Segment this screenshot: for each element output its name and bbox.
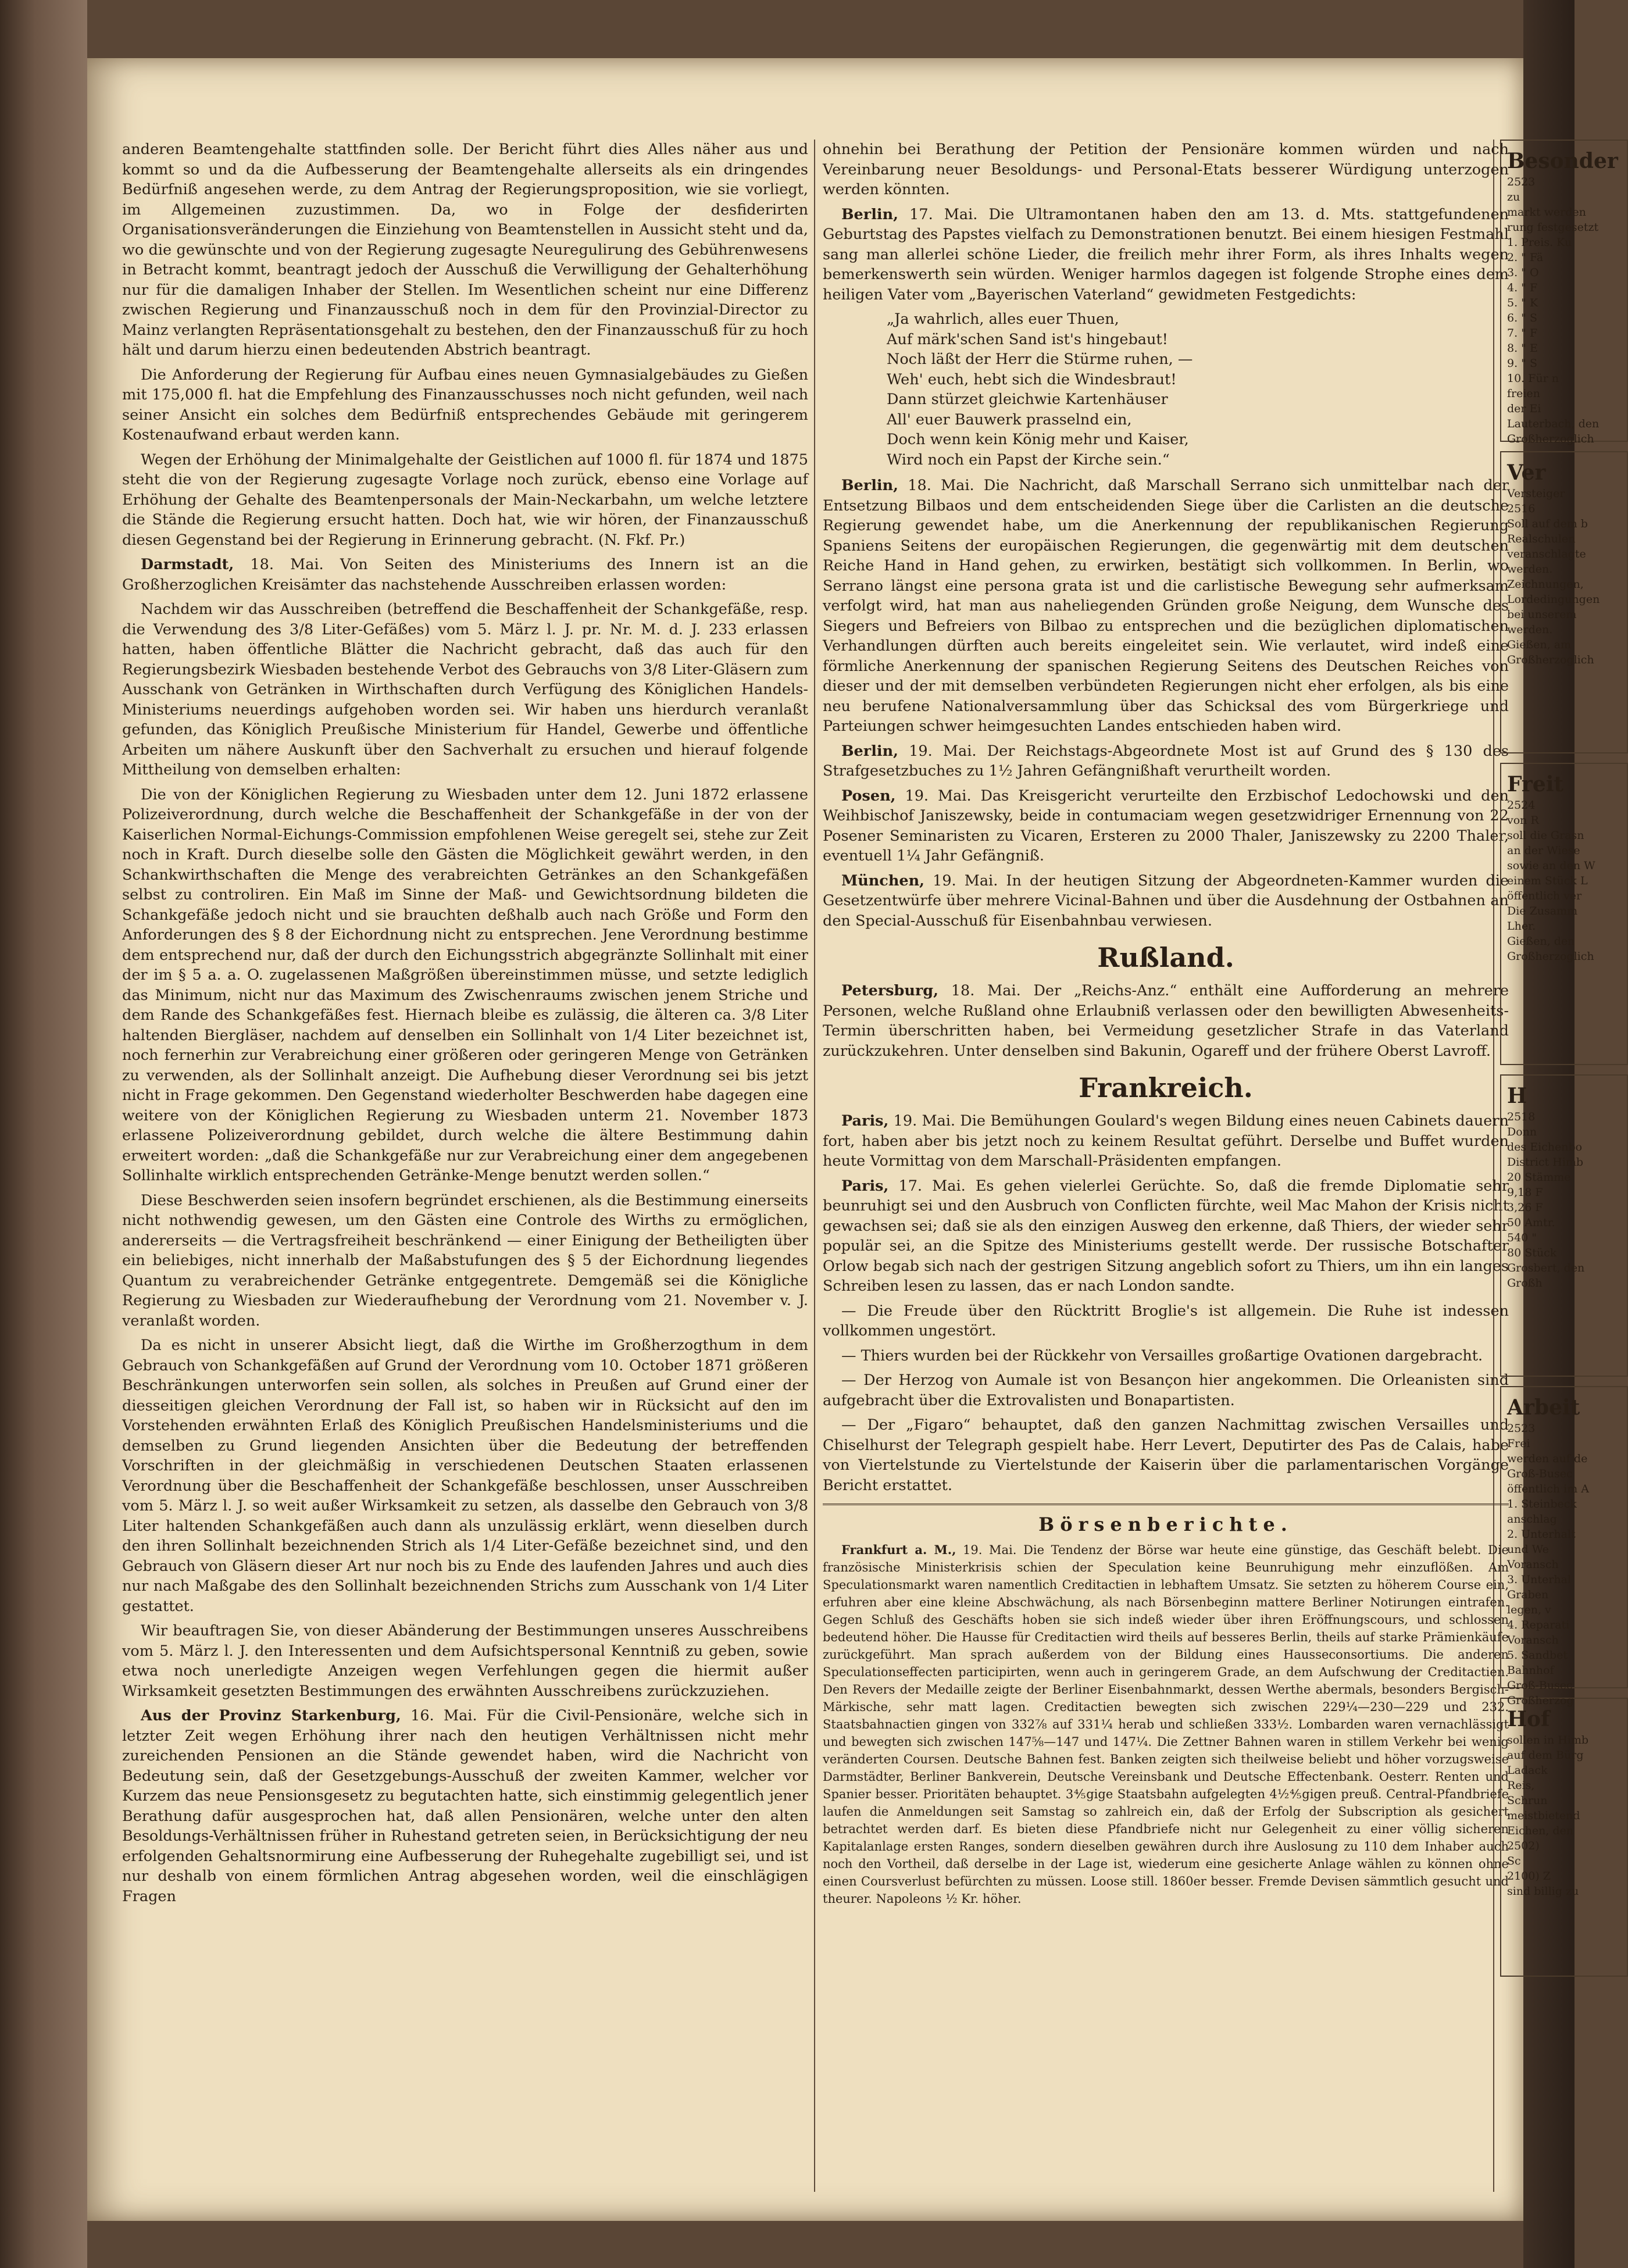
ad-line: Großherzog	[1507, 1694, 1574, 1707]
ad-title: Hof	[1507, 1707, 1550, 1731]
ad-line: sollen in Himb	[1507, 1734, 1589, 1746]
ad-line: 2523	[1507, 1422, 1536, 1435]
dateline: Paris,	[841, 1112, 889, 1130]
news-item-starkenburg	[122, 1706, 808, 1906]
ad-title: Besonder	[1507, 149, 1618, 173]
ad-line: anschlag	[1507, 1513, 1557, 1526]
advertisement	[1500, 451, 1628, 753]
section-heading-france: Frankreich.	[1079, 1072, 1253, 1103]
ad-line: öffentlich ver	[1507, 890, 1582, 902]
ad-line: zu	[1507, 191, 1520, 203]
poem-line: Auf märk'schen Sand ist's hingebaut!	[887, 330, 1168, 348]
ad-line: 9. " S	[1507, 357, 1537, 370]
ad-line: Großh	[1507, 1277, 1543, 1290]
ad-line: Voransch	[1507, 1634, 1559, 1646]
ad-line: rung festgesetzt	[1507, 221, 1599, 234]
paragraph: — Der Herzog von Aumale ist von Besançon hier angekommen. Die Orleanisten sind aufgebracht über die Extrovalisten und Bonapartisten.	[823, 1371, 1509, 1409]
ad-line: 50 Amtr.	[1507, 1216, 1555, 1229]
ad-line: 5. Sandbet	[1507, 1649, 1568, 1662]
ad-line: 2516	[1507, 502, 1536, 515]
ad-line: 1. Steinbeck	[1507, 1498, 1577, 1510]
ad-line: sind billig zu	[1507, 1885, 1579, 1898]
news-text: 17. Mai. Die Ultramontanen haben den am 13. d. Mts. stattgefundenen Geburtstag des Papstes vielfach zu Demonstrationen benutzt. Bei einem hiesigen Festmahl sang man allerlei schöne Lieder, die freilich mehr ihrer Form, als ihres Inhalts wegen bemerkenswerth sein würden. Weniger harmlos dagegen ist folgende Strophe eines dem heiligen Vater vom „Bayerischen Vaterland“ gewidmeten Festgedichts:	[823, 205, 1509, 303]
news-item-petersburg	[823, 981, 1509, 1061]
news-text: 19. Mai. Die Tendenz der Börse war heute eine günstige, das Geschäft belebt. Die französische Ministerkrisis schien der Speculation keine Beunruhigung mehr einzuflößen. Am Speculationsmarkt waren namentlich Creditactien in lebhaftem Umsatz. Sie setzten zu höherem Course ein, erfuhren aber eine kleine Abschwächung, als nach Börsenbeginn mattere Berliner Notirungen eintrafen. Gegen Schluß des Geschäfts hoben sie sich indeß wieder über ihren Eröffnungscours, und schlossen bedeutend höher. Die Hausse für Creditactien wird theils auf besseres Berlin, theils auf starke Prämienkäufe zurückgeführt. Man sprach außerdem von der Bildung eines Hausseconsortiums. Die anderen Speculationseffecten participirten, wenn auch in geringerem Grade, an dem Aufschwung der Creditactien. Den Revers der Medaille zeigte der Berliner Eisenbahnmarkt, dessen Werthe abermals, besonders Bergisch-Märkische, sehr matt lagen. Creditactien bewegten sich zwischen 229¼—230—229 und 232. Staatsbahnactien gingen von 332⅞ auf 331¼ herab und schließen 333½. Lombarden waren vernachlässigt und bewegten sich zwischen 147⅝—147 und 147¼. Die Zettner Bahnen waren in stillem Verkehr bei wenig veränderten Coursen. Deutsche Bahnen fest. Banken zeigten sich theilweise beliebt und höher vorzugsweise Darmstädter, Berliner Bankverein, Deutsche Vereinsbank und Deutsche Effectenbank. Oesterr. Renten und Spanier besser. Prioritäten behauptet. 3⅘gige Staatsbahn aufgelegten 4½⅘gigen preuß. Central-Pfandbriefe laufen die Anmeldungen seit Samstag so zahlreich ein, daß der Erfolg der Subscription als gesichert betrachtet werden darf. Es bieten diese Pfandbriefe nicht nur Gelegenheit zu einer völlig sicheren Kapitalanlage ersten Ranges, sondern dieselben gewähren durch ihre Auslosung zu 110 dem Inhaber auch noch den Vortheil, daß derselbe in der Lage ist, wiederum eine gesicherte Anlage wählen zu können ohne einen Coursverlust befürchten zu müssen. Loose still. 1860er besser. Fremde Devisen sämmtlich gesucht und theurer. Napoleons ½ Kr. höher.	[823, 1543, 1509, 1906]
paragraph: Da es nicht in unserer Absicht liegt, daß die Wirthe im Großherzogthum in dem Gebrauch von Schankgefäßen auf Grund der Verordnung vom 10. October 1871 größeren Beschränkungen unterworfen sein sollen, als solches in Preußen auf Grund einer der diesseitigen gleichen Verordnung der Fall ist, so haben wir in Rücksicht auf den im Vorstehenden erwähnten Erlaß des Königlich Preußischen Handelsministeriums und die demselben zu Grund liegenden Ansichten über die Bedeutung der betreffenden Vorschriften in der gleichmäßig in verschiedenen Deutschen Staaten erlassenen Verordnung über die Beschaffenheit der Schankgefäße beschlossen, unser Ausschreiben vom 5. März l. J. so weit außer Wirksamkeit zu setzen, als dasselbe den Gebrauch von 3/8 Liter haltenden Schankgefäßen auch dann als unzulässig erklärt, wenn dieselben durch den ihren Sollinhalt bezeichnenden Strich als 1/4 Liter-Gefäße bezeichnet sind, und den Gebrauch von Gläsern dieser Art nur noch bis zu Ende des laufenden Jahres und auch dies nur nach Maßgabe des den Sollinhalt bezeichnenden Strichs zum Ausschank von 1/4 Liter gestattet.	[122, 1337, 808, 1615]
news-text: 18. Mai. Die Nachricht, daß Marschall Serrano sich unmittelbar nach der Entsetzung Bilbaos und dem entscheidenden Siege über die Carlisten an die deutsche Regierung gewendet habe, um die Anerkennung der republikanischen Regierung Spaniens Seitens der europäischen Regierungen, die gegenwärtig mit dem deutschen Reiche Hand in Hand gehen, zu erwirken, bestätigt sich vollkommen. In Berlin, wo Serrano längst eine persona grata ist und die carlistische Bewegung sehr aufmerksam verfolgt wird, hat man aus naheliegenden Gründen große Neigung, dem Wunsche des Siegers und Befreiers von Bilbao zu entsprechen und die bezüglichen diplomatischen Verhandlungen dürften auch bereits eingeleitet sein. Wie verlautet, wird indeß eine förmliche Anerkennung der spanischen Regierung Seitens des Deutschen Reiches von dieser und der mit demselben verbündeten Regierungen nicht eher erfolgen, als bis eine neu berufene Nationalversammlung über das Schicksal des vom Bürgerkriege und Parteiungen schwer heimgesuchten Landes entschieden haben wird.	[823, 477, 1509, 735]
ad-line: Graben	[1507, 1588, 1549, 1601]
ad-line: veranschlagte	[1507, 548, 1586, 560]
section-divider	[823, 1503, 1509, 1505]
section-heading-russia: Rußland.	[1097, 942, 1234, 973]
book-binding-edge	[0, 0, 87, 2268]
ad-line: Lher.	[1507, 920, 1536, 933]
news-text: 19. Mai. Das Kreisgericht verurteilte den Erzbischof Ledochowski und den Weihbischof Janiszewsky, beide in contumaciam wegen gesetzwidriger Ernennung von 22 Posener Seminaristen zu Vicaren, Ersteren zu 2000 Thaler, Janiszewsky zu 2200 Thaler, eventuell 1¼ Jahr Gefängniß.	[823, 787, 1509, 865]
section-heading-stock-reports: Börsenberichte.	[1038, 1513, 1293, 1535]
news-item-paris	[823, 1111, 1509, 1171]
ad-line: 6. " S	[1507, 312, 1537, 324]
ad-line: 2. " Fä	[1507, 251, 1544, 264]
advertisement	[1500, 1386, 1628, 1707]
ad-line: Die Zusamm	[1507, 905, 1578, 917]
ad-line: sowie an den W	[1507, 859, 1595, 872]
news-item-posen	[823, 786, 1509, 866]
paragraph: Wegen der Erhöhung der Minimalgehalte der Geistlichen auf 1000 fl. für 1874 und 1875 steht die von der Regierung zugesagte Vorlage noch zurück, ebenso eine Vorlage auf Erhöhung der Gehalte des Beamtenpersonals der Main-Neckarbahn, um welche letztere die Stände die Regierung ersucht hatten. Doch hat, wie wir hören, der Finanzausschuß diesen Gegenstand bei der Regierung in Erinnerung gebracht. (N. Fkf. Pr.)	[122, 451, 808, 549]
ad-line: 7. " F	[1507, 327, 1538, 340]
dateline: München,	[841, 872, 925, 890]
ad-line: Groß-Busec	[1507, 1467, 1573, 1480]
ad-line: legen, v	[1507, 1603, 1551, 1616]
ad-line: Gießen, den	[1507, 935, 1575, 948]
ad-line: 2. Unterhalt	[1507, 1528, 1576, 1541]
paragraph: Nachdem wir das Ausschreiben (betreffend die Beschaffenheit der Schankgefäße, resp. die Verwendung des 3/8 Liter-Gefäßes) vom 5. März l. J. pr. Nr. M. d. J. 233 erlassen hatten, haben öffentliche Blätter die Nachricht gebracht, daß das auch für den Regierungsbezirk Wiesbaden bestehende Verbot des Gebrauchs von 3/8 Liter-Gläsern zum Ausschank von Getränken in Wirthschaften durch Verfügung des Königlichen Handels-Ministeriums neuerdings aufgehoben worden sei. Wir haben uns hierdurch veranlaßt gefunden, das Königlich Preußische Ministerium für Handel, Gewerbe und öffentliche Arbeiten um nähere Auskunft über den Sachverhalt zu ersuchen und hierauf folgende Mittheilung von demselben erhalten:	[122, 601, 808, 778]
news-text: 19. Mai. Die Bemühungen Goulard's wegen Bildung eines neuen Cabinets dauern fort, haben aber bis jetzt noch zu keinem Resultat geführt. Derselbe und Buffet wurden heute Vormittag von dem Marschall-Präsidenten empfangen.	[823, 1112, 1509, 1170]
paragraph: Die von der Königlichen Regierung zu Wiesbaden unter dem 12. Juni 1872 erlassene Polizeiverordnung, durch welche die Beschaffenheit der Schankgefäße in der von der Kaiserlichen Normal-Eichungs-Commission empfohlenen Weise geregelt sei, stehe zur Zeit noch in Kraft. Durch dieselbe solle den Gästen die Möglichkeit gewährt werden, in den Schankwirthschaften die Menge des verabreichten Getränkes an den Schankgefäßen selbst zu controliren. Ein Maß im Sinne der Maß- und Gewichtsordnung bildeten die Schankgefäße jedoch nicht und sie brauchten deßhalb auch nach Größe und Form den Anforderungen des § 8 der Eichordnung nicht zu entsprechen. Jene Verordnung bestimme dem entsprechend nur, daß der durch den Eichungsstrich abgegränzte Sollinhalt mit einer der im § 5 a. a. O. zugelassenen Maßgrößen übereinstimmen müsse, und setzte lediglich das Minimum, nicht nur das Maximum des Zwischenraums zwischen jenem Striche und dem Rande des Schankgefäßes fest. Hiernach bleibe es zulässig, die älteren ca. 3/8 Liter haltenden Biergläser, nachdem auf denselben ein Sollinhalt von 1/4 Liter bezeichnet ist, noch fernerhin zur Verabreichung einer größeren oder geringeren Menge von Getränken zu verwenden, als der Sollinhalt anzeigt. Die Aufhebung dieser Verordnung sei bis jetzt nicht in Frage gekommen. Den Gegenstand wiederholter Beschwerden habe dagegen eine weitere von der Königlichen Regierung zu Wiesbaden unterm 21. November 1873 erlassene Polizeiverordnung gebildet, durch welche die ältere Bestimmung dahin erweitert worden: „daß die Schankgefäße nur zur Verabreichung einer dem angegebenen Sollinhalte wirklich entsprechenden Getränke-Menge benutzt werden sollen.“	[122, 785, 808, 1184]
ad-line: Lauterbach, den	[1507, 417, 1600, 430]
ad-line: 2502)	[1507, 1840, 1540, 1852]
ad-title: Freit	[1507, 772, 1564, 797]
left-column	[122, 140, 808, 2192]
advertisement	[1500, 1698, 1628, 1977]
ad-line: soll die Grasn	[1507, 829, 1584, 842]
ad-title: Ver	[1507, 460, 1546, 485]
ad-line: 2523	[1507, 176, 1536, 188]
stock-report	[823, 1541, 1509, 1908]
ad-line: Eichen, den	[1507, 1824, 1574, 1837]
advertisement	[1500, 140, 1628, 445]
ad-line: werden auf de	[1507, 1452, 1588, 1465]
middle-column	[823, 140, 1509, 2192]
ad-line: der Ei	[1507, 402, 1541, 415]
ad-line: 4. " F	[1507, 281, 1538, 294]
dateline: Berlin,	[841, 477, 899, 494]
ad-line: 20 Stämme	[1507, 1171, 1571, 1184]
ad-line: Großherzoglich	[1507, 433, 1594, 445]
paragraph: — Der „Figaro“ behauptet, daß den ganzen Nachmittag zwischen Versailles und Chiselhurst der Telegraph gespielt habe. Herr Levert, Deputirter des Pas de Calais, habe von Viertelstunde zu Viertelstunde der Kaiserin über die parlamentarischen Vorgänge Bericht erstattet.	[823, 1416, 1509, 1494]
ad-line: 2524	[1507, 799, 1536, 812]
paragraph: — Thiers wurden bei der Rückkehr von Versailles großartige Ovationen dargebracht.	[841, 1346, 1483, 1365]
ad-line: Groß-Busec	[1507, 1679, 1573, 1692]
ad-line: freien	[1507, 387, 1540, 400]
ad-line: Lordedingungen	[1507, 593, 1600, 606]
advertisement	[1500, 1074, 1628, 1377]
news-item-frankfurt	[823, 1541, 1509, 1908]
paragraph: Diese Beschwerden seien insofern begründet erschienen, als die Bestimmung einerseits nicht nothwendig gewesen, um den Gästen eine Controle des Wirths zu ermöglichen, andererseits — die Vertragsfreiheit beschränkend — einer Einigung der Betheiligten über ein beliebiges, nicht innerhalb der Maßabstufungen des § 5 der Eichordnung liegendes Quantum zu verabreichender Getränke entgegentrete. Demgemäß sei die Königliche Regierung zu Wiesbaden zur Wiederaufhebung der Verordnung vom 21. November v. J. veranlaßt worden.	[122, 1191, 808, 1330]
ad-line: Voransch	[1507, 1558, 1559, 1571]
ad-line: 80 Stück	[1507, 1246, 1557, 1259]
ad-line: meistbietend	[1507, 1809, 1580, 1822]
ad-line: 10. Für n	[1507, 372, 1559, 385]
news-text: 19. Mai. Der Reichstags-Abgeordnete Most ist auf Grund des § 130 des Strafgesetzbuches zu 1½ Jahren Gefängnißhaft verurtheilt worden.	[823, 742, 1509, 780]
news-text: 18. Mai. Der „Reichs-Anz.“ enthält eine Aufforderung an mehrere Personen, welche Rußland ohne Erlaubniß verlassen oder den bewilligten Abwesenheits-Termin überschritten haben, bei Vermeidung gesetzlicher Strafe in das Vaterland zurückzukehren. Unter denselben sind Bakunin, Ogareff und der frühere Oberst Lavroff.	[823, 982, 1509, 1060]
ad-line: werden.	[1507, 623, 1553, 636]
ad-line: 540 "	[1507, 1231, 1537, 1244]
ad-line: 3,26 F	[1507, 1201, 1543, 1214]
poem-line: „Ja wahrlich, alles euer Thuen,	[887, 310, 1119, 328]
poem-line: All' euer Bauwerk prasselnd ein,	[887, 410, 1132, 428]
ad-line: Grosbert, den	[1507, 1262, 1585, 1274]
ad-title: H	[1507, 1084, 1527, 1108]
ad-line: Reis,	[1507, 1779, 1535, 1792]
ad-line: Versteiger	[1507, 487, 1565, 500]
ad-line: werden.	[1507, 563, 1553, 576]
poem-line: Doch wenn kein König mehr und Kaiser,	[887, 431, 1189, 448]
news-text: 16. Mai. Für die Civil-Pensionäre, welche sich in letzter Zeit wegen Erhöhung ihrer nach den heutigen Verhältnissen nicht mehr zureichenden Pensionen an die Stände gewendet haben, wird die Nachricht von Bedeutung sein, daß der Gesetzgebungs-Ausschuß der zweiten Kammer, welcher vor Kurzem das neue Pensionsgesetz zu begutachten hatte, sich einstimmig gelegentlich jener Berathung dafür ausgesprochen hat, daß allen Pensionären, welche unter den alten Besoldungs-Verhältnissen früher in Ruhestand getreten seien, in Berücksichtigung der neu erfolgenden Gehaltsnormirung eine Aufbesserung der Ruhegehalte zugebilligt sei, und ist nur deshalb von einem förmlichen Antrag abgesehen worden, weil die einschlägigen Fragen	[122, 1707, 808, 1905]
ad-line: öffentlich im A	[1507, 1483, 1589, 1495]
news-item-paris	[823, 1176, 1509, 1296]
news-item-berlin	[823, 205, 1509, 305]
dateline: Berlin,	[841, 742, 899, 760]
ad-line: 1. Preis. Ku	[1507, 236, 1572, 249]
ad-line: District Himb	[1507, 1156, 1583, 1169]
column-rule	[814, 140, 815, 2192]
ad-line: Frei	[1507, 1437, 1530, 1450]
ad-line: Großherzoglich	[1507, 653, 1594, 666]
dateline: Posen,	[841, 787, 896, 805]
dateline: Berlin,	[841, 205, 899, 223]
ad-title: Arbeit	[1507, 1395, 1580, 1420]
newspaper-page	[87, 58, 1618, 2221]
poem-line: Wird noch ein Papst der Kirche sein.“	[887, 451, 1170, 469]
news-item-berlin	[823, 476, 1509, 737]
ad-line: von R	[1507, 814, 1539, 827]
ad-line: 3. Unterhal	[1507, 1573, 1572, 1586]
ad-line: und We	[1507, 1543, 1549, 1556]
ad-line: Schrun	[1507, 1794, 1548, 1807]
paragraph: ohnehin bei Berathung der Petition der Pensionäre kommen würden und nach Vereinbarung neuer Besoldungs- und Personal-Etats besserer Würdigung unterzogen werden könnten.	[823, 141, 1509, 198]
news-item-muenchen	[823, 871, 1509, 931]
ad-line: 4. Reparati	[1507, 1619, 1570, 1631]
news-text: 19. Mai. In der heutigen Sitzung der Abgeordneten-Kammer wurden die Gesetzentwürfe über mehrere Vicinal-Bahnen und über die Ausdehnung der Ostbahnen an den Special-Ausschuß für Eisenbahnbau verwiesen.	[823, 872, 1509, 930]
news-item-darmstadt	[122, 555, 808, 595]
ad-line: Ladack	[1507, 1764, 1548, 1777]
ad-line: Sc	[1507, 1855, 1521, 1867]
ad-line: des Eichenbo	[1507, 1141, 1583, 1153]
ad-line: bei unserem	[1507, 608, 1577, 621]
ad-line: Soll auf dem b	[1507, 517, 1588, 530]
paragraph: Die Anforderung der Regierung für Aufbau eines neuen Gymnasialgebäudes zu Gießen mit 175,000 fl. hat die Empfehlung des Finanzausschusses noch nicht gefunden, weil nach seiner Ansicht ein solches dem Bedürfniß entsprechendes Gebäude mit geringerem Kostenaufwand erbaut werden kann.	[122, 366, 808, 444]
poem-line: Dann stürzet gleichwie Kartenhäuser	[887, 391, 1168, 408]
ad-line: markt werden	[1507, 206, 1586, 219]
poem-quote	[887, 309, 1509, 470]
advertisement-column	[1500, 140, 1628, 2192]
dateline: Paris,	[841, 1177, 889, 1195]
ad-line: 3. " O	[1507, 266, 1539, 279]
ad-line: an der Wiese	[1507, 844, 1580, 857]
dateline: Petersburg,	[841, 982, 939, 999]
ad-line: Großherzoglich	[1507, 950, 1594, 963]
paragraph: anderen Beamtengehalte stattfinden solle. Der Bericht führt dies Alles näher aus und kommt so und da die Aufbesserung der Beamtengehalte allerseits als ein dringendes Bedürfniß angesehen werde, zu dem Antrag der Regierungsproposition, wie sie vorliegt, im Allgemeinen zuzustimmen. Da, wo in Folge der desfiderirten Organisationsveränderungen die Einziehung von Beamtenstellen in Aussicht steht und da, wo die gewünschte und von der Regierung zugesagte Neuregulirung des Gebührenwesens in Betracht kommt, beantragt jedoch der Ausschuß die Verwilligung der Gehalterhöhung nur für die damaligen Inhaber der Stellen. Im Wesentlichen scheint nur eine Differenz zwischen Regierung und Finanzausschuß noch in dem für den Provinzial-Director zu Mainz verlangten Repräsentationsgehalt zu bestehen, den der Finanzausschuß für zu hoch hält und darum hierzu einen bedeutenden Abstrich beantragt.	[122, 141, 808, 359]
poem-line: Noch läßt der Herr die Stürme ruhen, —	[887, 351, 1193, 368]
ad-line: 8. " E	[1507, 342, 1538, 355]
ad-line: 5. " K	[1507, 297, 1538, 309]
dateline: Aus der Provinz Starkenburg,	[141, 1707, 401, 1724]
paragraph: Wir beauftragen Sie, von dieser Abänderung der Bestimmungen unseres Ausschreibens vom 5. März l. J. den Interessenten und dem Aufsichtspersonal Kenntniß zu geben, sowie etwa noch unerledigte Anzeigen wegen Verfehlungen gegen die hiermit außer Wirksamkeit gesetzten Bestimmungen des erwähnten Ausschreibens zurückzuziehen.	[122, 1622, 808, 1700]
news-text: 17. Mai. Es gehen vielerlei Gerüchte. So, daß die fremde Diplomatie sehr beunruhigt sei und den Ausbruch von Conflicten fürchte, weil Mac Mahon der Krisis nicht gewachsen sei; daß sie als den einzigen Ausweg den erkenne, daß Thiers, der wieder sehr populär sei, an die Spitze des Ministeriums gestellt werde. Der russische Botschafter Orlow begab sich nach der gestrigen Sitzung angeblich sofort zu Thiers, um ihn ein langes Schreiben lesen zu lassen, das er nach London sandte.	[823, 1177, 1509, 1295]
ad-line: 2100) Z	[1507, 1870, 1551, 1883]
advertisement	[1500, 763, 1628, 1065]
ad-line: einem Stück L	[1507, 874, 1588, 887]
news-text: 18. Mai. Von Seiten des Ministeriums des Innern ist an die Großherzoglichen Kreisämter das nachstehende Ausschreiben erlassen worden:	[122, 556, 809, 594]
news-item-berlin	[823, 741, 1509, 781]
ad-line: 9,18 F	[1507, 1186, 1543, 1199]
ad-line: Zeichnungen,	[1507, 578, 1584, 591]
ad-line: 2518	[1507, 1110, 1536, 1123]
poem-line: Weh' euch, hebt sich die Windesbraut!	[887, 370, 1177, 388]
ad-line: Gießen, am	[1507, 638, 1572, 651]
paragraph: — Die Freude über den Rücktritt Broglie's ist allgemein. Die Ruhe ist indessen vollkommen ungestört.	[823, 1302, 1509, 1340]
dateline: Darmstadt,	[141, 556, 234, 573]
dateline: Frankfurt a. M.,	[841, 1542, 956, 1557]
ad-line: Bahnhof	[1507, 1664, 1554, 1677]
ad-line: Donn	[1507, 1126, 1537, 1138]
ad-line: auf dem Bürg	[1507, 1749, 1584, 1762]
ad-line: Realschulen	[1507, 533, 1576, 545]
